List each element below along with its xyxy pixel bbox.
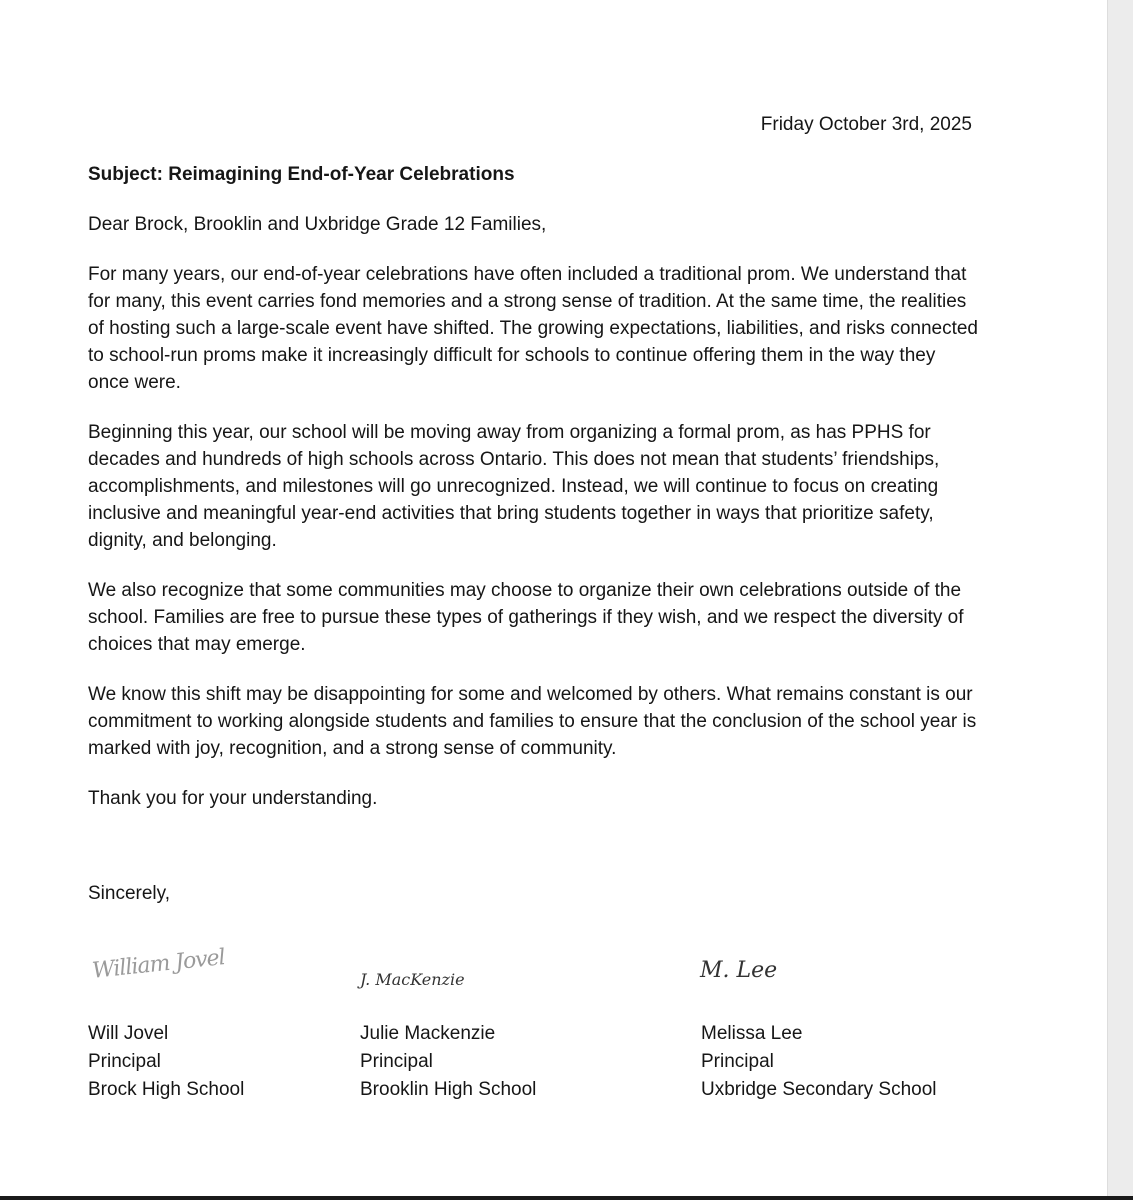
viewer-scroll-edge (1107, 0, 1133, 1196)
paragraph: We know this shift may be disappointing for some and welcomed by others. What remains constant is our commitment to working alongside students and families to ensure that the conclusion of the school year is marked with joy, recognition, and a strong sense of community. (88, 684, 977, 759)
viewer-bottom-border (0, 1196, 1133, 1200)
paragraph: Beginning this year, our school will be moving away from organizing a formal prom, as has PPHS for decades and hundreds of high schools across Ontario. This does not mean that students’ friendships, accomplishments, and milestones will go unrecognized. Instead, we will continue to focus on creating inclusive and meaningful year-end activities that bring students together in ways that prioritize safety, dignity, and belonging. (88, 422, 940, 551)
signer-name: Will Jovel (88, 1023, 169, 1044)
signature-lee: M. Lee (700, 958, 778, 983)
paragraph: We also recognize that some communities may choose to organize their own celebrations outside of the school. Families are free to pursue these types of gatherings if they wish, and we respect the diversity of choices that may emerge. (88, 580, 964, 655)
signer-title: Principal (88, 1051, 161, 1072)
signature-jovel: William Jovel (91, 945, 226, 984)
paragraph: For many years, our end-of-year celebrations have often included a traditional prom. We understand that for many, this event carries fond memories and a strong sense of tradition. At the same time, the realities of hosting such a large-scale event have shifted. The growing expectations, liabilities, and risks connected to school-run proms make it increasingly difficult for schools to continue offering them in the way they once were. (88, 264, 978, 393)
signer-school: Uxbridge Secondary School (701, 1079, 937, 1100)
letter-signoff: Sincerely, (88, 883, 171, 904)
signer-lee (701, 1020, 937, 1104)
letter-salutation: Dear Brock, Brooklin and Uxbridge Grade 12 Families, (88, 214, 547, 235)
signer-name: Melissa Lee (701, 1023, 803, 1044)
letter-date: Friday October 3rd, 2025 (760, 114, 972, 135)
letter-body (88, 111, 978, 907)
signer-name: Julie Mackenzie (360, 1023, 496, 1044)
signer-jovel (88, 1020, 244, 1104)
signer-title: Principal (360, 1051, 433, 1072)
letter-subject: Subject: Reimagining End-of-Year Celebrations (88, 164, 515, 185)
signer-school: Brock High School (88, 1079, 245, 1100)
signer-mackenzie (360, 1020, 536, 1104)
signer-school: Brooklin High School (360, 1079, 537, 1100)
signature-row (88, 944, 988, 1004)
letter-closing: Thank you for your understanding. (88, 788, 378, 809)
signature-mackenzie: J. MacKenzie (360, 970, 465, 989)
signer-title: Principal (701, 1051, 774, 1072)
